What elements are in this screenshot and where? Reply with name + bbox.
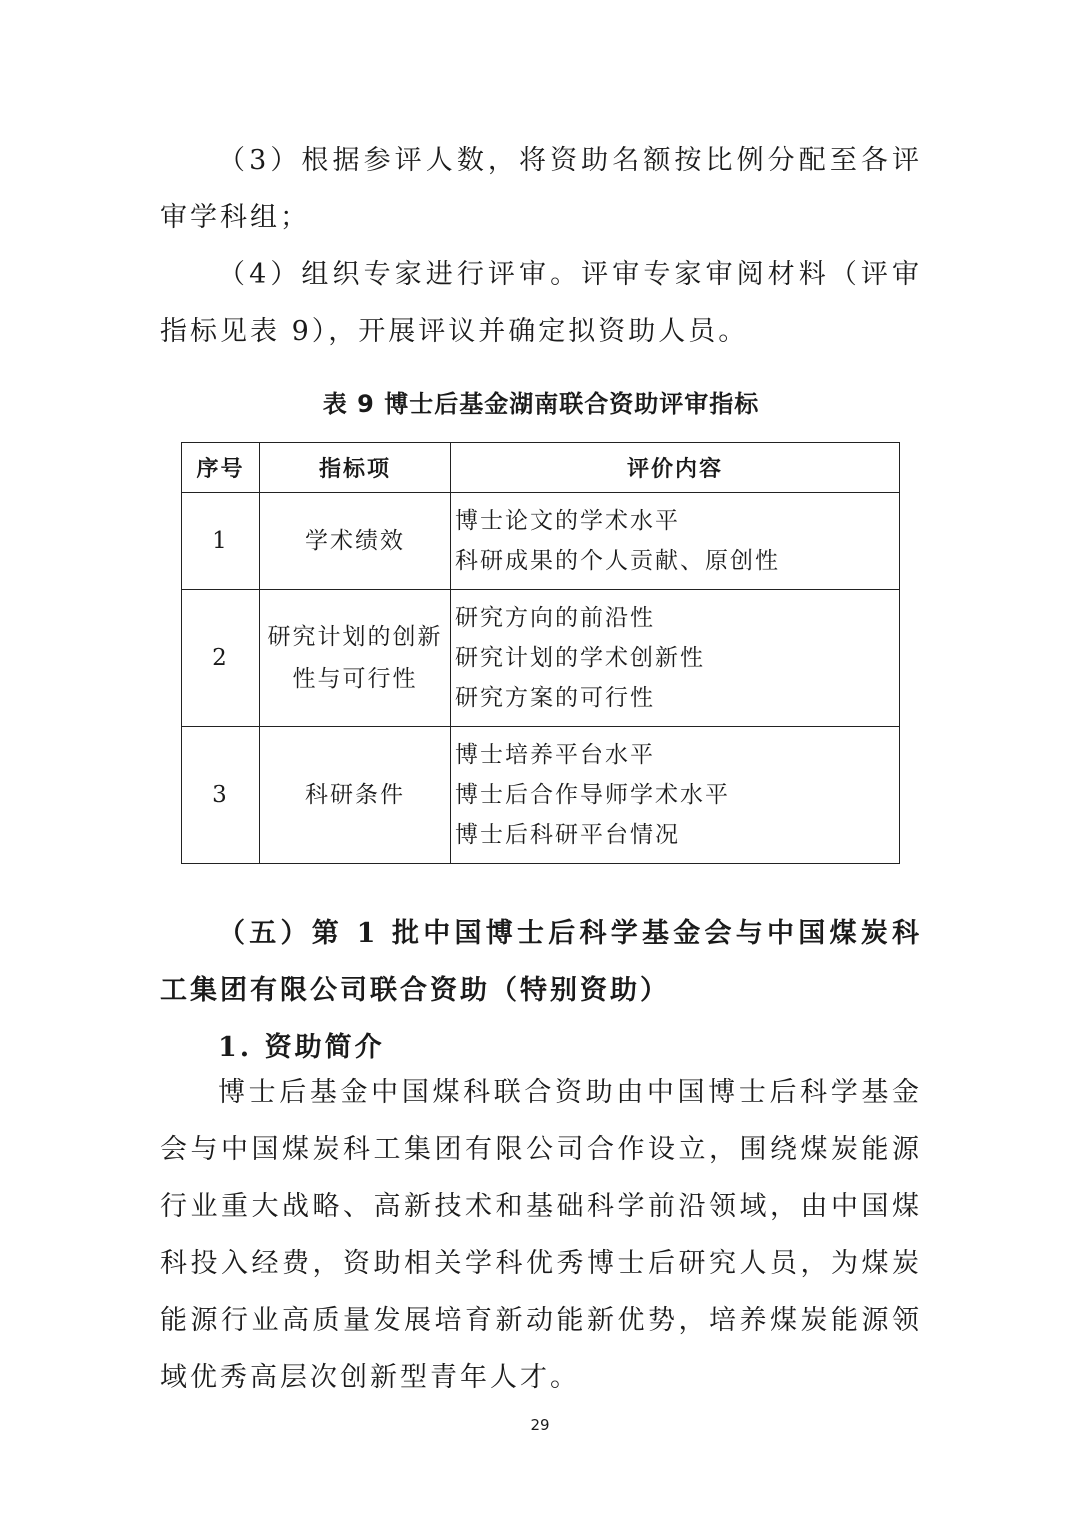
row-number: 1 [182,493,260,590]
section-body-paragraph: 博士后基金中国煤科联合资助由中国博士后科学基金会与中国煤炭科工集团有限公司合作设立，围绕煤炭能源行业重大战略、高新技术和基础科学前沿领域，由中国煤科投入经费，资助相关学科优秀博士后研究人员，为煤炭能源行业高质量发展培育新动能新优势，培养煤炭能源领域优秀高层次创新型青年人才。 [160,1077,922,1393]
evaluation-content [451,727,900,864]
header-criteria-item: 指标项 [260,443,451,493]
evaluation-criteria-table [181,442,900,864]
criteria-item-text: 学术绩效 [305,528,405,554]
criteria-item-text: 科研条件 [305,782,405,808]
content-line: 博士论文的学术水平 [455,508,680,534]
row-number: 3 [182,727,260,864]
page-number: 29 [530,1416,550,1434]
criteria-item [260,590,451,727]
content-line: 博士培养平台水平 [455,742,655,768]
table-row [182,727,900,864]
criteria-item-text: 研究计划的创新性与可行性 [267,624,443,692]
content-line: 博士后合作导师学术水平 [455,782,730,808]
evaluation-content [451,493,900,590]
row-number: 2 [182,590,260,727]
content-line: 研究方向的前沿性 [455,605,655,631]
paragraph-step-4: （4）组织专家进行评审。评审专家审阅材料（评审指标见表 9），开展评议并确定拟资助人员。 [160,259,922,347]
criteria-item [260,493,451,590]
table-caption: 表 9 博士后基金湖南联合资助评审指标 [322,390,760,418]
header-serial-number: 序号 [182,443,260,493]
evaluation-content [451,590,900,727]
table-header-row [182,443,900,493]
content-line: 研究方案的可行性 [455,685,655,711]
subsection-heading: 1. 资助简介 [218,1032,385,1063]
table-row [182,590,900,727]
criteria-item [260,727,451,864]
table-row [182,493,900,590]
header-evaluation-content: 评价内容 [451,443,900,493]
paragraph-step-3: （3）根据参评人数，将资助名额按比例分配至各评审学科组； [160,145,922,233]
content-line: 科研成果的个人贡献、原创性 [455,548,780,574]
content-line: 博士后科研平台情况 [455,822,680,848]
content-line: 研究计划的学术创新性 [455,645,705,671]
section-heading: （五）第 1 批中国博士后科学基金会与中国煤炭科工集团有限公司联合资助（特别资助） [160,918,922,1006]
